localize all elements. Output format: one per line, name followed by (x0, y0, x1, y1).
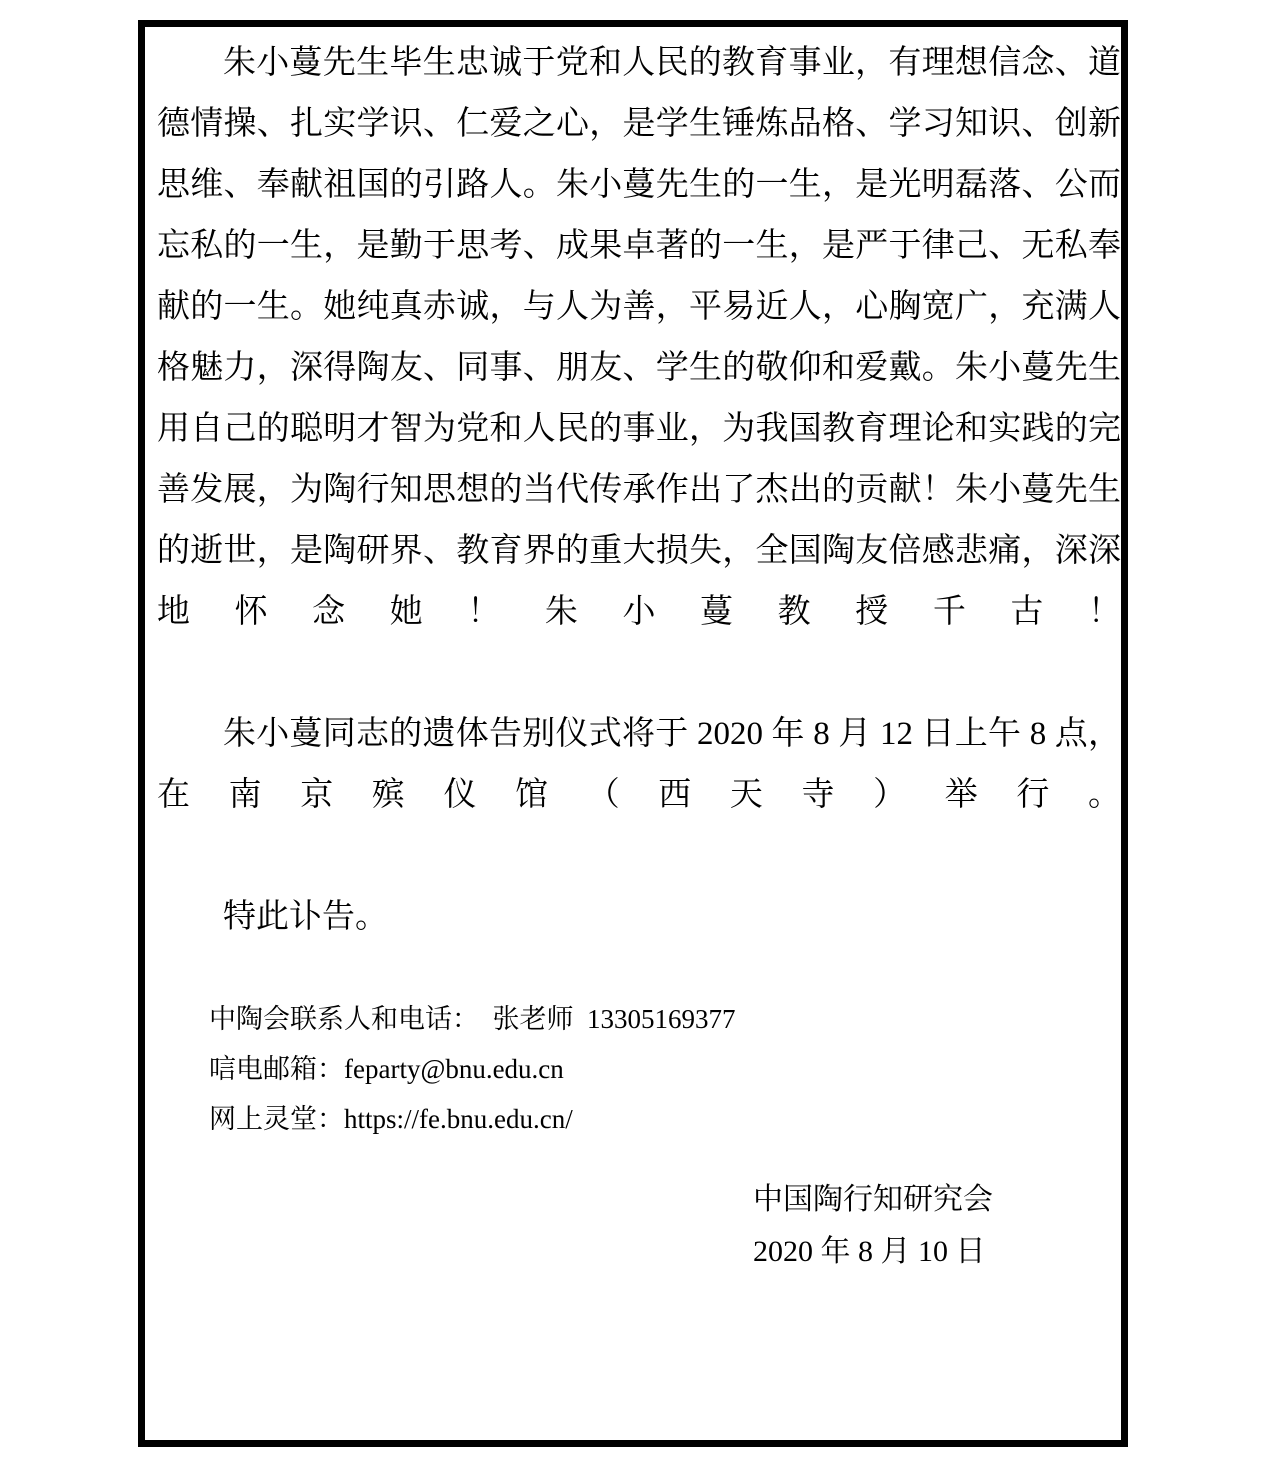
notice-content (157, 33, 1121, 1278)
notice-border-frame (138, 20, 1128, 1447)
signature-organization: 中国陶行知研究会 (753, 1183, 993, 1216)
funeral-ceremony-paragraph: 朱小蔓同志的遗体告别仪式将于 2020 年 8 月 12 日上午 8 点，在南京殡仪馆（西天寺）举行。 (157, 716, 1121, 813)
contact-email-line: 唁电邮箱：feparty@bnu.edu.cn (209, 1054, 564, 1084)
contact-phone-line: 中陶会联系人和电话： 张老师 13305169377 (209, 1004, 736, 1034)
contact-information-block (157, 994, 1121, 1144)
contact-memorial-hall-line: 网上灵堂：https://fe.bnu.edu.cn/ (209, 1104, 573, 1134)
closing-statement-paragraph: 特此讣告。 (223, 899, 388, 935)
signature-block (157, 1174, 1121, 1278)
signature-date: 2020 年 8 月 10 日 (753, 1235, 986, 1268)
obituary-main-paragraph: 朱小蔓先生毕生忠诚于党和人民的教育事业，有理想信念、道德情操、扎实学识、仁爱之心，是学生锤炼品格、学习知识、创新思维、奉献祖国的引路人。朱小蔓先生的一生，是光明磊落、公而忘私的一生，是勤于思考、成果卓著的一生，是严于律己、无私奉献的一生。她纯真赤诚，与人为善，平易近人，心胸宽广，充满人格魅力，深得陶友、同事、朋友、学生的敬仰和爱戴。朱小蔓先生用自己的聪明才智为党和人民的事业，为我国教育理论和实践的完善发展，为陶行知思想的当代传承作出了杰出的贡献！朱小蔓先生的逝世，是陶研界、教育界的重大损失，全国陶友倍感悲痛，深深地怀念她！朱小蔓教授千古！ (157, 45, 1121, 630)
